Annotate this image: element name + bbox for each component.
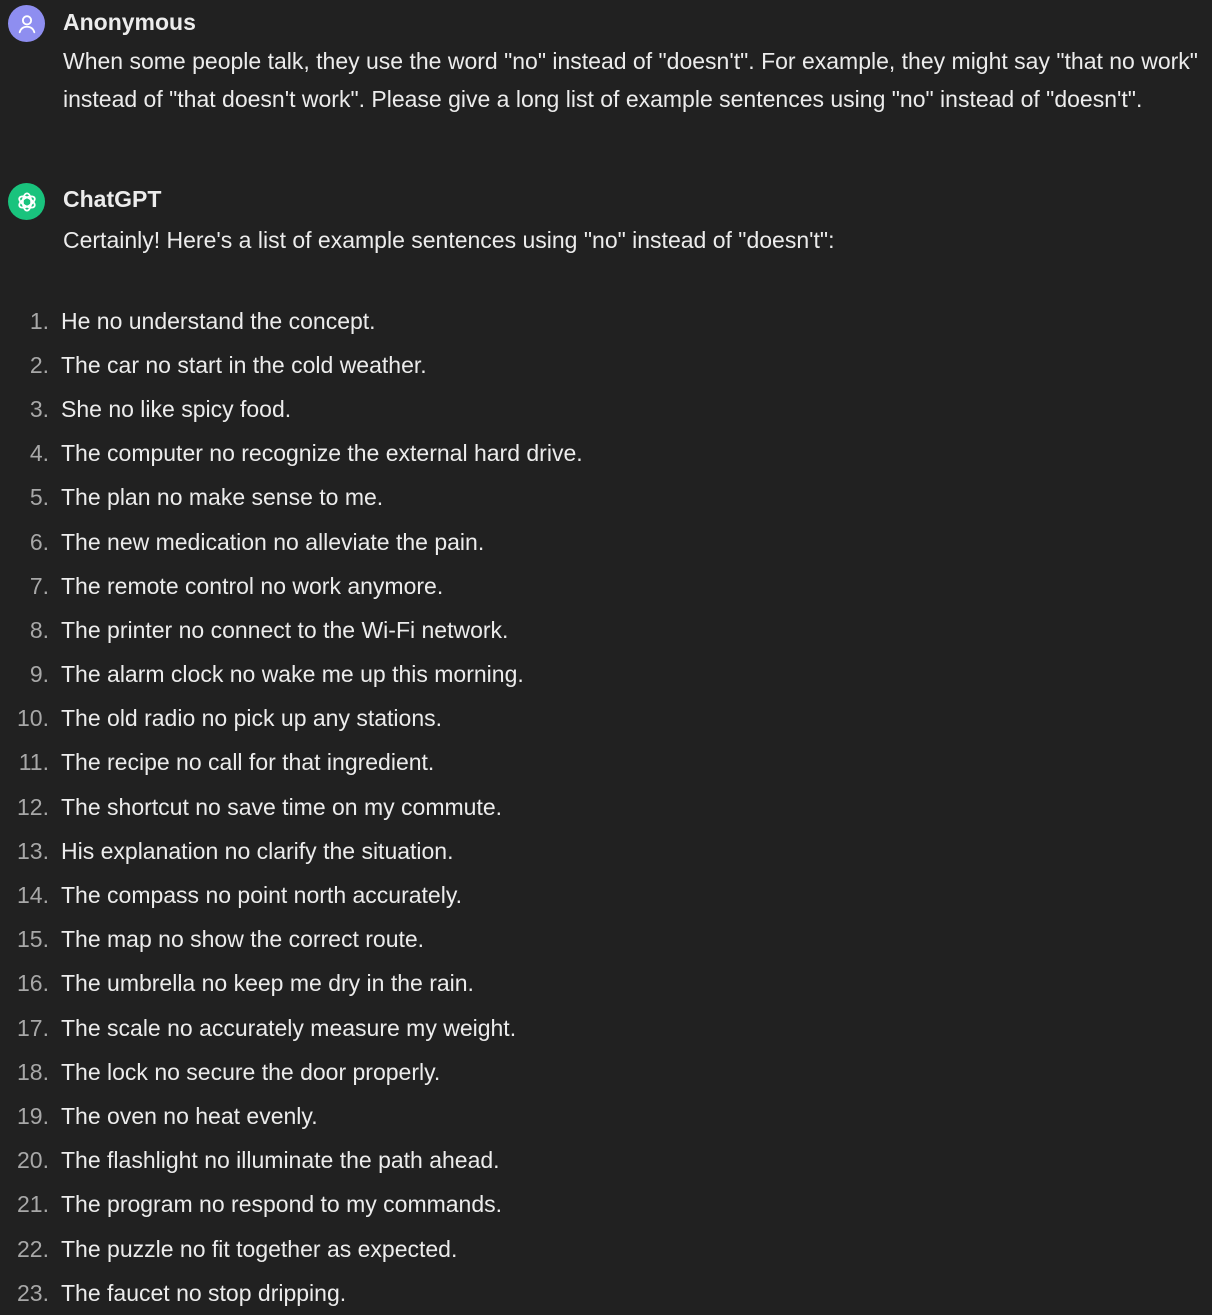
list-item-text: The plan no make sense to me. [61,484,384,511]
list-item [0,1050,583,1094]
user-message-text: When some people talk, they use the word "no" instead of "doesn't". For example, they might say "that no work" instead of "that doesn't work". Please give a long list of example sentences using "no" instead of "doesn't". [63,48,1198,112]
list-item [0,564,583,608]
list-item-text: The alarm clock no wake me up this morning. [61,661,524,688]
list-item-text: The flashlight no illuminate the path ahead. [61,1147,500,1174]
list-item [0,476,583,520]
list-item-number: 15. [17,926,49,953]
list-item-number: 3. [29,395,49,422]
list-item-text: The puzzle no fit together as expected. [61,1235,458,1262]
list-item-text: The recipe no call for that ingredient. [61,749,435,776]
list-item-text: The shortcut no save time on my commute. [61,793,503,820]
list-item-text: The old radio no pick up any stations. [61,705,443,732]
list-item [0,741,583,785]
list-item-number: 10. [17,705,49,732]
list-item-text: The remote control no work anymore. [61,572,444,599]
list-item-number: 5. [29,484,49,511]
list-item-text: The compass no point north accurately. [61,882,463,909]
list-item-text: The oven no heat evenly. [61,1102,318,1129]
assistant-avatar [8,183,45,220]
list-item-text: The map no show the correct route. [61,926,425,953]
list-item-number: 8. [29,616,49,643]
list-item [0,873,583,917]
list-item-number: 7. [29,572,49,599]
list-item-text: The printer no connect to the Wi-Fi network. [61,616,509,643]
list-item [0,962,583,1006]
user-icon [16,13,38,35]
openai-logo-icon [14,189,40,215]
example-sentence-list [0,299,583,1315]
assistant-intro-text: Certainly! Here's a list of example sentences using "no" instead of "doesn't": [63,227,835,253]
list-item-text: The program no respond to my commands. [61,1191,503,1218]
list-item-number: 21. [17,1191,49,1218]
list-item [0,387,583,431]
list-item-text: The computer no recognize the external hard drive. [61,440,583,467]
list-item-number: 17. [17,1014,49,1041]
list-item-number: 16. [17,970,49,997]
list-item-text: The faucet no stop dripping. [61,1279,347,1306]
list-item-text: The car no start in the cold weather. [61,351,427,378]
list-item [0,1271,583,1315]
list-item [0,1227,583,1271]
list-item [0,653,583,697]
list-item-text: She no like spicy food. [61,395,292,422]
list-item-text: The new medication no alleviate the pain. [61,528,485,555]
list-item [0,1006,583,1050]
list-item [0,432,583,476]
list-item-text: He no understand the concept. [61,307,376,334]
list-item-text: The umbrella no keep me dry in the rain. [61,970,474,997]
list-item-number: 19. [17,1102,49,1129]
list-item-text: The lock no secure the door properly. [61,1058,441,1085]
list-item [0,1139,583,1183]
list-item-number: 9. [29,661,49,688]
list-item-number: 2. [29,351,49,378]
list-item-text: His explanation no clarify the situation. [61,837,454,864]
list-item [0,1183,583,1227]
list-item [0,1094,583,1138]
user-avatar [8,5,45,42]
assistant-author-name: ChatGPT [63,186,162,212]
list-item [0,918,583,962]
list-item [0,520,583,564]
list-item [0,343,583,387]
list-item-number: 4. [29,440,49,467]
list-item-number: 20. [17,1147,49,1174]
list-item-text: The scale no accurately measure my weight. [61,1014,517,1041]
user-author-name: Anonymous [63,9,196,35]
list-item [0,608,583,652]
list-item-number: 18. [17,1058,49,1085]
list-item-number: 12. [17,793,49,820]
list-item [0,785,583,829]
list-item [0,299,583,343]
list-item-number: 22. [17,1235,49,1262]
list-item-number: 6. [29,528,49,555]
list-item-number: 23. [17,1279,49,1306]
list-item [0,829,583,873]
list-item-number: 13. [17,837,49,864]
list-item [0,697,583,741]
list-item-number: 11. [18,749,49,776]
list-item-number: 1. [29,307,49,334]
list-item-number: 14. [17,882,49,909]
